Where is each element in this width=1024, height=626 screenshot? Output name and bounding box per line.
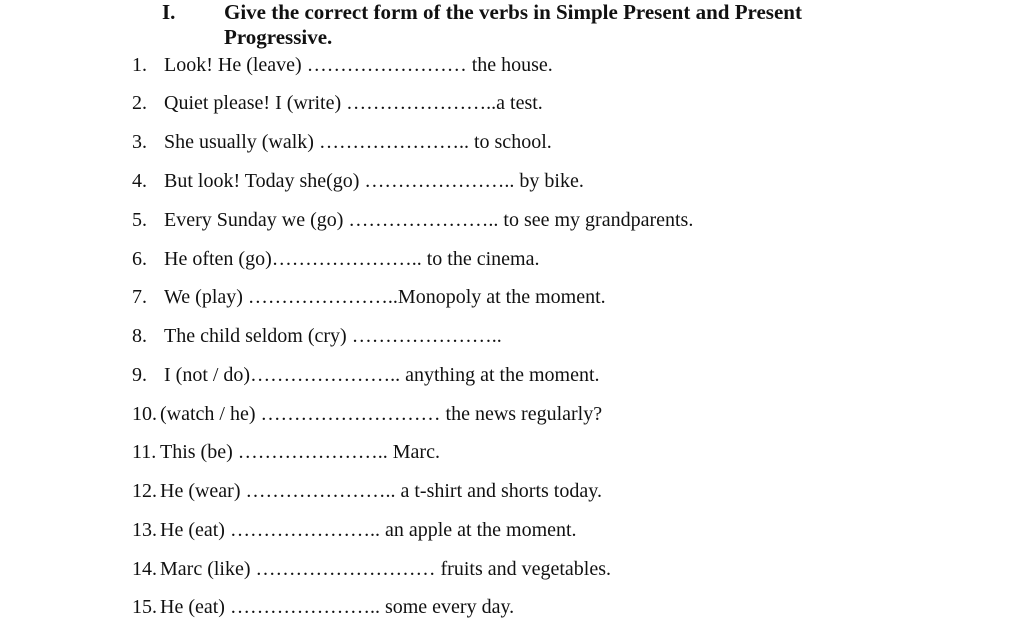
item-sentence: He (eat) ………………….. some every day. <box>160 596 515 618</box>
list-item <box>132 127 552 157</box>
list-item <box>132 205 693 235</box>
item-sentence: She usually (walk) ………………….. to school. <box>164 131 552 153</box>
list-item <box>132 50 553 80</box>
list-item <box>132 360 600 390</box>
list-item <box>132 282 606 312</box>
list-item <box>132 476 602 506</box>
list-item <box>132 554 611 584</box>
item-number: 15. <box>132 596 157 618</box>
item-number: 6. <box>132 248 147 270</box>
item-sentence: Marc (like) ……………………… fruits and vegetables. <box>160 558 612 580</box>
item-number: 9. <box>132 364 147 386</box>
item-sentence: He often (go)………………….. to the cinema. <box>164 248 540 270</box>
item-number: 14. <box>132 558 157 580</box>
item-number: 7. <box>132 286 147 308</box>
item-sentence: We (play) …………………..Monopoly at the moment. <box>164 286 606 308</box>
item-number: 10. <box>132 403 157 425</box>
item-number: 4. <box>132 170 147 192</box>
exercise-number: I. <box>162 0 176 24</box>
item-sentence: He (eat) ………………….. an apple at the moment. <box>160 519 577 541</box>
list-item <box>132 592 514 622</box>
item-sentence: But look! Today she(go) ………………….. by bike. <box>164 170 584 192</box>
item-number: 3. <box>132 131 147 153</box>
item-number: 13. <box>132 519 157 541</box>
list-item <box>132 399 602 429</box>
item-sentence: Every Sunday we (go) ………………….. to see my grandparents. <box>164 209 694 231</box>
item-number: 8. <box>132 325 147 347</box>
item-number: 11. <box>132 441 157 463</box>
list-item <box>132 88 543 118</box>
item-sentence: He (wear) ………………….. a t-shirt and shorts today. <box>160 480 602 502</box>
item-sentence: I (not / do)………………….. anything at the moment. <box>164 364 600 386</box>
item-number: 2. <box>132 92 147 114</box>
list-item <box>132 437 440 467</box>
item-sentence: Quiet please! I (write) …………………..a test. <box>164 92 543 114</box>
item-sentence: Look! He (leave) …………………… the house. <box>164 54 553 76</box>
item-sentence: This (be) ………………….. Marc. <box>160 441 440 463</box>
item-sentence: (watch / he) ……………………… the news regularly? <box>160 403 603 425</box>
item-number: 1. <box>132 54 147 76</box>
list-item <box>132 244 539 274</box>
item-sentence: The child seldom (cry) ………………….. <box>164 325 502 347</box>
item-number: 5. <box>132 209 147 231</box>
list-item <box>132 515 577 545</box>
exercise-instructions: Give the correct form of the verbs in Simple Present and Present Progressive. <box>224 0 802 49</box>
item-number: 12. <box>132 480 157 502</box>
list-item <box>132 321 502 351</box>
list-item <box>132 166 584 196</box>
